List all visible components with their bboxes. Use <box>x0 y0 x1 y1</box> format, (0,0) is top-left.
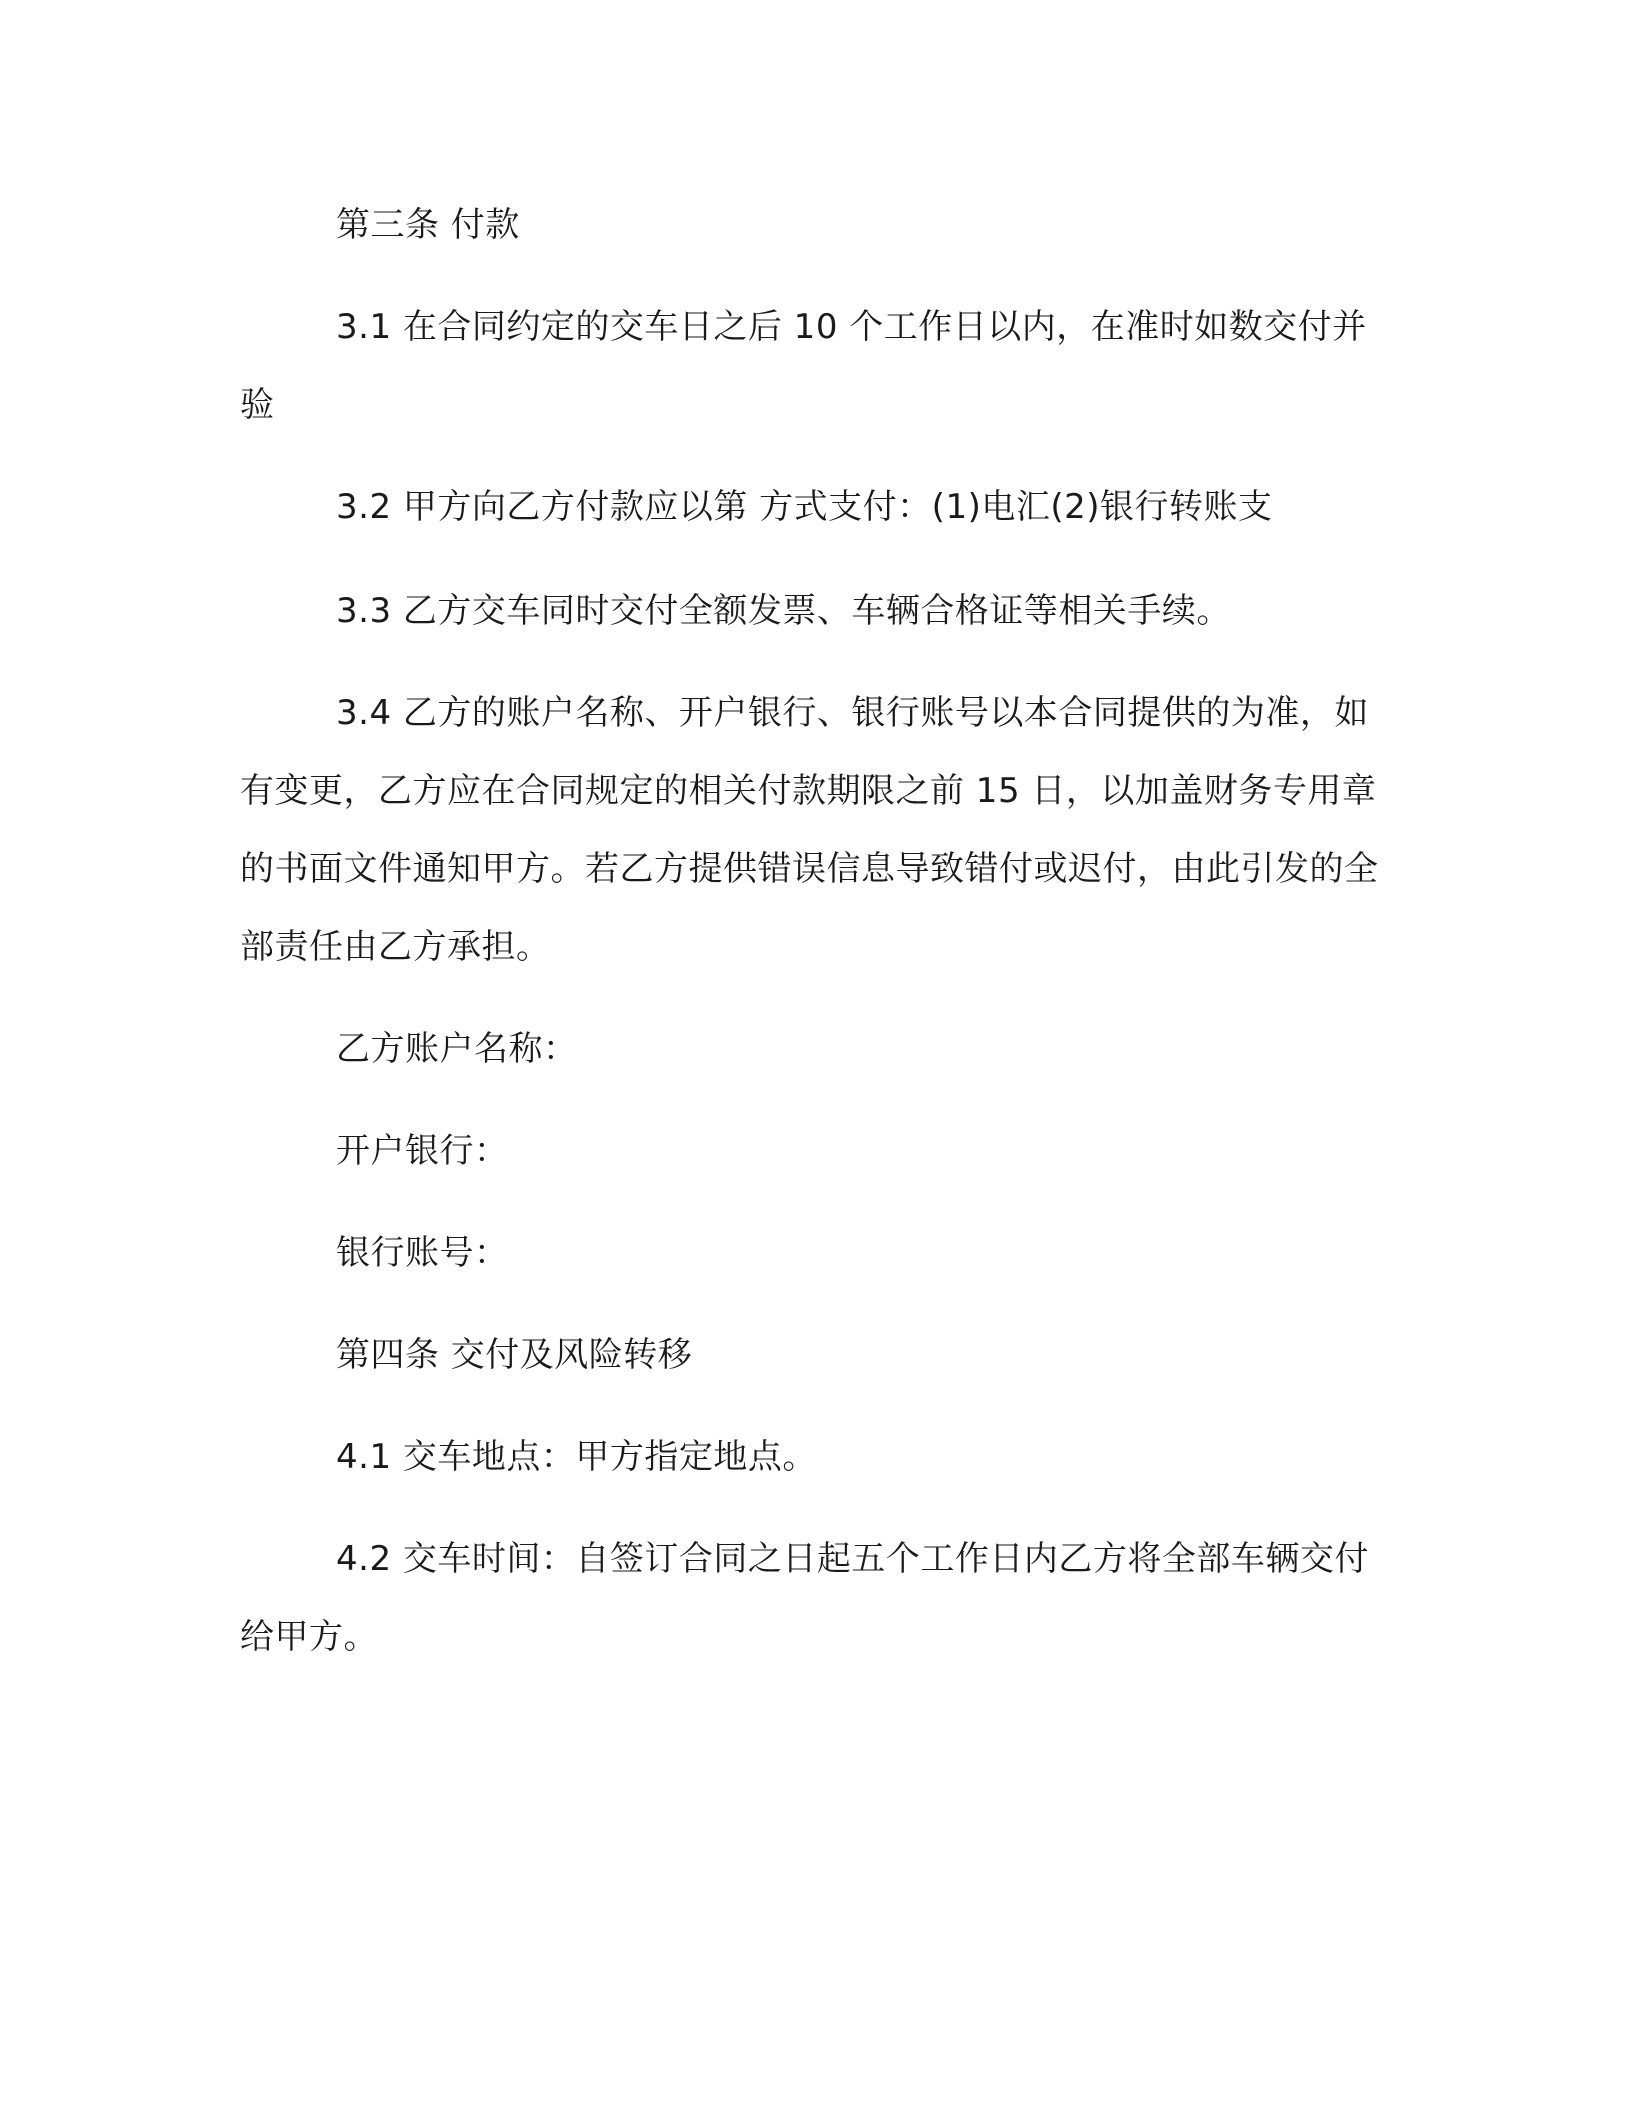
clause-3-2: 3.2 甲方向乙方付款应以第 方式支付：(1)电汇(2)银行转账支 <box>336 487 1273 527</box>
clause-3-4: 3.4 乙方的账户名称、开户银行、银行账号以本合同提供的为准，如有变更，乙方应在合同规定的相关付款期限之前 15 日，以加盖财务专用章的书面文件通知甲方。若乙方提供错误信息导致错付或迟付，由此引发的全部责任由乙方承担。 <box>240 693 1379 967</box>
bank-name-field: 开户银行： <box>336 1131 509 1171</box>
account-number-field: 银行账号： <box>336 1233 509 1273</box>
clause-3-1: 3.1 在合同约定的交车日之后 10 个工作日以内，在准时如数交付并验 <box>240 307 1367 425</box>
clause-3-3: 3.3 乙方交车同时交付全额发票、车辆合格证等相关手续。 <box>336 591 1231 631</box>
document-body <box>240 186 1390 1676</box>
account-name-field: 乙方账户名称： <box>336 1029 578 1069</box>
clause-4-2: 4.2 交车时间：自签订合同之日起五个工作日内乙方将全部车辆交付给甲方。 <box>240 1539 1369 1657</box>
clause-4-1: 4.1 交车地点：甲方指定地点。 <box>336 1437 817 1477</box>
section-heading-payment: 第三条 付款 <box>336 205 520 245</box>
section-heading-delivery: 第四条 交付及风险转移 <box>336 1335 693 1375</box>
